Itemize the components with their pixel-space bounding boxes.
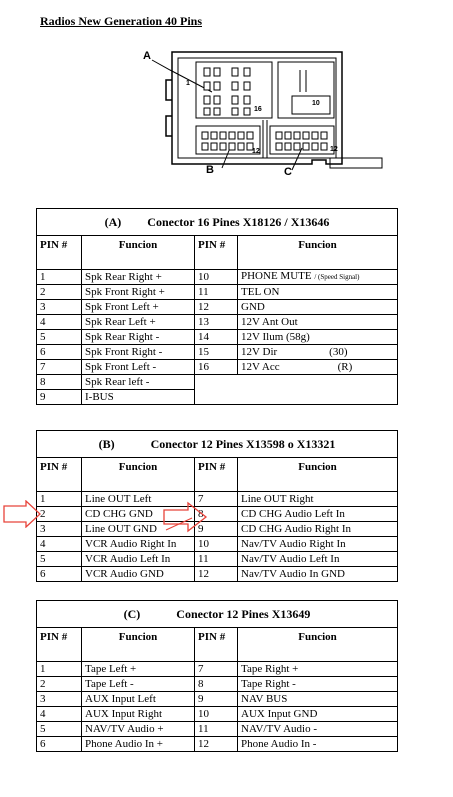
table-caption: Conector 16 Pines X18126 / X13646 <box>147 215 330 229</box>
table-row <box>37 522 398 537</box>
pin-function: Tape Right + <box>238 662 398 677</box>
pin-function: Nav/TV Audio Right In <box>238 537 398 552</box>
table-row <box>37 300 398 315</box>
pin-number: 10 <box>195 707 238 722</box>
leader-line-c <box>292 148 302 170</box>
pin-function: Line OUT GND <box>82 522 195 537</box>
pin-function: Phone Audio In - <box>238 737 398 752</box>
table-row <box>37 375 398 390</box>
table-caption: Conector 12 Pines X13598 o X13321 <box>150 437 336 451</box>
table-row <box>37 692 398 707</box>
column-header: PIN # <box>195 628 238 662</box>
pin-number: 11 <box>195 722 238 737</box>
pin-function: Spk Rear Left + <box>82 315 195 330</box>
column-header: Funcion <box>238 236 398 270</box>
table-row <box>37 390 398 405</box>
document-title: Radios New Generation 40 Pins <box>40 14 202 28</box>
pin-number: 4 <box>37 537 82 552</box>
pin-function-cell <box>238 360 398 375</box>
annotation-arrow-right-icon <box>162 500 208 534</box>
table-row <box>37 285 398 300</box>
table-title-row <box>37 431 398 458</box>
pin-number: 3 <box>37 522 82 537</box>
pin-function: Phone Audio In + <box>82 737 195 752</box>
connector-c-table <box>36 600 398 752</box>
pin-function: 12V Dir <box>241 345 278 358</box>
table-row <box>37 537 398 552</box>
table-letter: (A) <box>104 215 122 229</box>
pin-function: Tape Left - <box>82 677 195 692</box>
table-header-row <box>37 628 398 662</box>
pin-number: 1 <box>37 270 82 285</box>
pin-number: 13 <box>195 315 238 330</box>
table-title <box>37 601 398 628</box>
pin-function: VCR Audio GND <box>82 567 195 582</box>
column-header: Funcion <box>82 236 195 270</box>
pin-number: 16 <box>195 360 238 375</box>
pin-number: 15 <box>195 345 238 360</box>
diagram-label-c: C <box>284 166 292 178</box>
connector-a-table <box>36 208 398 405</box>
column-header: PIN # <box>37 628 82 662</box>
pin-function: Line OUT Left <box>82 492 195 507</box>
pin-number: 11 <box>195 552 238 567</box>
diagram-pin-16: 16 <box>254 106 262 113</box>
pin-number: 1 <box>37 662 82 677</box>
pin-function: CD CHG GND <box>82 507 195 522</box>
pin-number: 7 <box>195 662 238 677</box>
pin-number: 12 <box>195 300 238 315</box>
pin-function: Tape Left + <box>82 662 195 677</box>
pin-number: 10 <box>195 537 238 552</box>
pin-function: Spk Front Right + <box>82 285 195 300</box>
table-title <box>37 431 398 458</box>
pin-function: Spk Front Right - <box>82 345 195 360</box>
pin-function: NAV/TV Audio + <box>82 722 195 737</box>
pin-function: NAV/TV Audio - <box>238 722 398 737</box>
table-row <box>37 492 398 507</box>
pin-number: 12 <box>195 567 238 582</box>
diagram-pin-10: 10 <box>312 100 320 107</box>
pin-function: NAV BUS <box>238 692 398 707</box>
pin-function: Spk Rear Right + <box>82 270 195 285</box>
diagram-pin-12-c: 12 <box>330 146 338 153</box>
pin-number: 10 <box>195 270 238 285</box>
table-row <box>37 360 398 375</box>
pin-function: Spk Rear Right - <box>82 330 195 345</box>
pin-function: TEL ON <box>238 285 398 300</box>
table-title-row <box>37 209 398 236</box>
diagram-label-b: B <box>206 164 214 176</box>
table-row <box>37 737 398 752</box>
pin-number: 5 <box>37 552 82 567</box>
pin-number: 8 <box>195 677 238 692</box>
pin-number: 6 <box>37 345 82 360</box>
pin-number: 14 <box>195 330 238 345</box>
annotation-arrow-left-icon <box>2 500 42 528</box>
table-row <box>37 722 398 737</box>
table-row <box>37 330 398 345</box>
table-title <box>37 209 398 236</box>
pin-function: CD CHG Audio Left In <box>238 507 398 522</box>
empty-cell <box>195 390 398 405</box>
pin-extra: (R) <box>337 360 353 373</box>
table-header-row <box>37 236 398 270</box>
pin-function: CD CHG Audio Right In <box>238 522 398 537</box>
pin-number: 6 <box>37 567 82 582</box>
pin-function: PHONE MUTE <box>241 270 315 282</box>
table-row <box>37 677 398 692</box>
pin-number: 9 <box>37 390 82 405</box>
pin-function: AUX Input Left <box>82 692 195 707</box>
pin-number: 2 <box>37 285 82 300</box>
pin-number: 2 <box>37 677 82 692</box>
pin-function: AUX Input Right <box>82 707 195 722</box>
table-letter: (C) <box>123 607 141 621</box>
pin-number: 4 <box>37 315 82 330</box>
pin-function: AUX Input GND <box>238 707 398 722</box>
table-row <box>37 345 398 360</box>
column-header: PIN # <box>195 236 238 270</box>
table-row <box>37 662 398 677</box>
pin-number: 7 <box>195 492 238 507</box>
table-row <box>37 552 398 567</box>
column-header: Funcion <box>82 628 195 662</box>
pin-function: GND <box>238 300 398 315</box>
pin-number: 6 <box>37 737 82 752</box>
connector-b-table <box>36 430 398 582</box>
pin-function: Tape Right - <box>238 677 398 692</box>
table-caption: Conector 12 Pines X13649 <box>176 607 311 621</box>
pin-number: 8 <box>37 375 82 390</box>
diagram-pin-12-b: 12 <box>252 148 260 155</box>
pin-function: Spk Front Left - <box>82 360 195 375</box>
leader-line-a <box>152 60 212 92</box>
pin-function: Nav/TV Audio Left In <box>238 552 398 567</box>
pin-function: Spk Front Left + <box>82 300 195 315</box>
table-row <box>37 315 398 330</box>
diagram-pin-1: 1 <box>186 80 190 87</box>
pin-number: 12 <box>195 737 238 752</box>
pin-number: 5 <box>37 330 82 345</box>
connector-diagram <box>0 0 453 200</box>
column-header: Funcion <box>238 628 398 662</box>
pin-number: 9 <box>195 522 238 537</box>
pin-number: 11 <box>195 285 238 300</box>
pin-function: 12V Acc <box>241 360 280 373</box>
table-row <box>37 270 398 285</box>
table-row <box>37 507 398 522</box>
diagram-label-a: A <box>143 50 151 62</box>
column-header: Funcion <box>238 458 398 492</box>
pin-number: 3 <box>37 692 82 707</box>
column-header: PIN # <box>37 458 82 492</box>
pin-function: VCR Audio Left In <box>82 552 195 567</box>
column-header: Funcion <box>82 458 195 492</box>
pin-function-cell <box>238 345 398 360</box>
column-header: PIN # <box>37 236 82 270</box>
pin-function: Nav/TV Audio In GND <box>238 567 398 582</box>
pin-function: 12V Ilum (58g) <box>238 330 398 345</box>
table-row <box>37 707 398 722</box>
column-header: PIN # <box>195 458 238 492</box>
pin-function: Line OUT Right <box>238 492 398 507</box>
pin-function: I-BUS <box>82 390 195 405</box>
pin-function: Spk Rear left - <box>82 375 195 390</box>
empty-cell <box>195 375 398 390</box>
pin-number: 7 <box>37 360 82 375</box>
pin-number: 2 <box>37 507 82 522</box>
pin-number: 1 <box>37 492 82 507</box>
pin-function: VCR Audio Right In <box>82 537 195 552</box>
pin-number: 4 <box>37 707 82 722</box>
table-row <box>37 567 398 582</box>
pin-extra: (30) <box>329 345 348 358</box>
pin-number: 5 <box>37 722 82 737</box>
table-title-row <box>37 601 398 628</box>
pin-function-cell <box>238 270 398 285</box>
pin-note: / (Speed Signal) <box>314 273 360 281</box>
pin-function: 12V Ant Out <box>238 315 398 330</box>
pin-number: 8 <box>195 507 238 522</box>
pin-number: 9 <box>195 692 238 707</box>
table-header-row <box>37 458 398 492</box>
pin-number: 3 <box>37 300 82 315</box>
table-letter: (B) <box>98 437 115 451</box>
